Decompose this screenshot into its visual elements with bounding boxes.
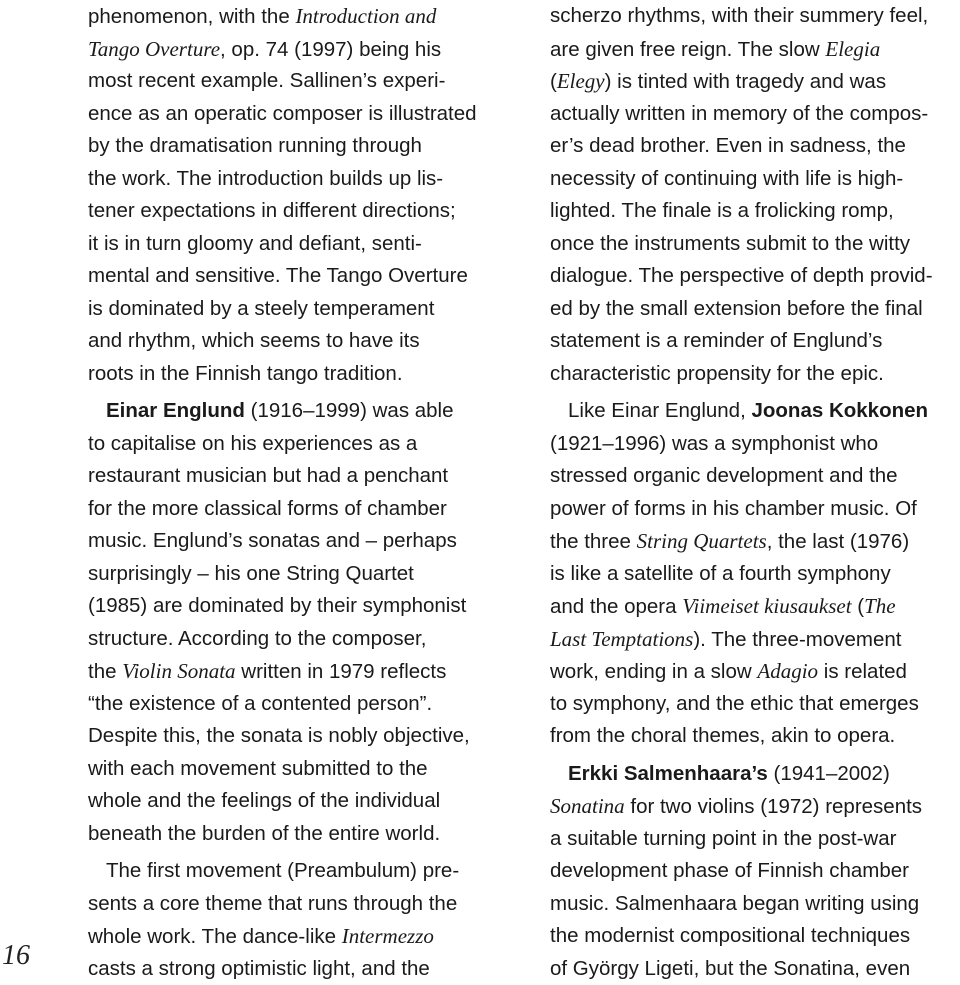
text-line	[550, 623, 958, 656]
text-line	[88, 558, 500, 591]
text-run: the three	[550, 530, 637, 553]
text-line	[88, 720, 500, 753]
text-run: whole and the feelings of the individual	[88, 789, 440, 812]
text-line	[88, 130, 500, 163]
text-run: The first movement (Preambulum) pre-	[106, 859, 459, 882]
text-run: tener expectations in different directions;	[88, 199, 456, 222]
text-line	[88, 623, 500, 656]
page-number: 16	[2, 938, 30, 974]
text-line	[88, 428, 500, 461]
italic-text: String Quartets	[637, 529, 767, 553]
text-run: to capitalise on his experiences as a	[88, 432, 417, 455]
italic-text: Adagio	[757, 659, 818, 683]
text-run: music. Englund’s sonatas and – perhaps	[88, 529, 457, 552]
text-run: whole work. The dance-like	[88, 925, 342, 948]
text-run: characteristic propensity for the epic.	[550, 362, 884, 385]
text-line	[550, 855, 958, 888]
text-line	[550, 228, 958, 261]
text-run: er’s dead brother. Even in sadness, the	[550, 134, 906, 157]
text-run: to symphony, and the ethic that emerges	[550, 692, 919, 715]
text-line	[550, 293, 958, 326]
bold-name: Einar Englund	[106, 399, 245, 422]
text-run: with each movement submitted to the	[88, 757, 428, 780]
italic-text: Tango Overture	[88, 37, 220, 61]
text-line	[550, 460, 958, 493]
text-line	[550, 325, 958, 358]
text-run: music. Salmenhaara began writing using	[550, 892, 919, 915]
text-line	[550, 758, 958, 791]
text-run: are given free reign. The slow	[550, 38, 825, 61]
text-line	[88, 920, 500, 953]
text-run: casts a strong optimistic light, and the	[88, 957, 430, 980]
text-line	[88, 163, 500, 196]
italic-text: The	[864, 594, 896, 618]
text-run: , op. 74 (1997) being his	[220, 38, 441, 61]
text-line	[88, 818, 500, 851]
italic-text: Intermezzo	[342, 924, 434, 948]
text-line	[88, 260, 500, 293]
text-line	[550, 493, 958, 526]
text-run: ). The three-movement	[693, 628, 901, 651]
text-run: is dominated by a steely temperament	[88, 297, 434, 320]
text-run: necessity of continuing with life is high-	[550, 167, 903, 190]
text-line	[88, 395, 500, 428]
text-line	[88, 493, 500, 526]
text-line	[550, 130, 958, 163]
text-line	[88, 195, 500, 228]
text-run: scherzo rhythms, with their summery feel,	[550, 4, 928, 27]
text-run: for two violins (1972) represents	[625, 795, 922, 818]
text-run: it is in turn gloomy and defiant, senti-	[88, 232, 422, 255]
left-text-column	[88, 0, 500, 985]
italic-text: Introduction and	[295, 4, 436, 28]
text-line	[550, 260, 958, 293]
text-line	[550, 525, 958, 558]
text-line	[550, 33, 958, 66]
text-line	[550, 358, 958, 391]
italic-text: Sonatina	[550, 794, 625, 818]
text-run: most recent example. Sallinen’s experi-	[88, 69, 445, 92]
text-run: surprisingly – his one String Quartet	[88, 562, 414, 585]
text-line	[88, 590, 500, 623]
text-run: stressed organic development and the	[550, 464, 898, 487]
text-line	[550, 195, 958, 228]
italic-text: Violin Sonata	[122, 659, 235, 683]
text-line	[550, 590, 958, 623]
text-run: and the opera	[550, 595, 682, 618]
text-line	[88, 525, 500, 558]
right-text-column	[550, 0, 958, 985]
text-line	[550, 953, 958, 985]
text-line	[550, 65, 958, 98]
text-run: is related	[818, 660, 907, 683]
text-run: dialogue. The perspective of depth provid-	[550, 264, 933, 287]
text-run: lighted. The finale is a frolicking romp,	[550, 199, 894, 222]
italic-text: Last Temptations	[550, 627, 693, 651]
text-run: development phase of Finnish chamber	[550, 859, 909, 882]
text-line	[88, 460, 500, 493]
text-line	[550, 655, 958, 688]
text-run: from the choral themes, akin to opera.	[550, 724, 895, 747]
text-run: by the dramatisation running through	[88, 134, 422, 157]
text-run: once the instruments submit to the witty	[550, 232, 910, 255]
text-line	[550, 688, 958, 721]
text-run: ) is tinted with tragedy and was	[605, 70, 886, 93]
italic-text: Elegia	[825, 37, 880, 61]
text-run: structure. According to the composer,	[88, 627, 426, 650]
text-run: sents a core theme that runs through the	[88, 892, 457, 915]
text-run: ence as an operatic composer is illustrated	[88, 102, 477, 125]
bold-name: Joonas Kokkonen	[751, 399, 928, 422]
text-run: is like a satellite of a fourth symphony	[550, 562, 891, 585]
text-line	[88, 753, 500, 786]
text-run: (1916–1999) was able	[245, 399, 454, 422]
text-line	[550, 98, 958, 131]
text-run: restaurant musician but had a penchant	[88, 464, 448, 487]
text-line	[88, 325, 500, 358]
text-run: the modernist compositional techniques	[550, 924, 910, 947]
text-line	[88, 688, 500, 721]
text-line	[88, 888, 500, 921]
text-line	[88, 785, 500, 818]
text-line	[88, 0, 500, 33]
text-run: power of forms in his chamber music. Of	[550, 497, 917, 520]
text-run: actually written in memory of the compos-	[550, 102, 928, 125]
italic-text: Elegy	[557, 69, 605, 93]
text-line	[550, 720, 958, 753]
text-line	[550, 395, 958, 428]
italic-text: Viimeiset kiusaukset	[682, 594, 851, 618]
text-run: ed by the small extension before the final	[550, 297, 923, 320]
text-run: (1921–1996) was a symphonist who	[550, 432, 878, 455]
text-run: (1941–2002)	[768, 762, 890, 785]
text-run: phenomenon, with the	[88, 5, 295, 28]
text-run: mental and sensitive. The Tango Overture	[88, 264, 468, 287]
text-run: (1985) are dominated by their symphonist	[88, 594, 466, 617]
text-run: written in 1979 reflects	[236, 660, 447, 683]
text-line	[88, 98, 500, 131]
text-run: the	[88, 660, 122, 683]
text-run: the work. The introduction builds up lis-	[88, 167, 443, 190]
text-run: (	[550, 70, 557, 93]
text-line	[550, 920, 958, 953]
text-run: statement is a reminder of Englund’s	[550, 329, 882, 352]
text-run: a suitable turning point in the post-war	[550, 827, 896, 850]
text-line	[550, 790, 958, 823]
text-run: , the last (1976)	[767, 530, 909, 553]
text-line	[550, 823, 958, 856]
text-line	[88, 228, 500, 261]
text-run: (	[852, 595, 865, 618]
text-line	[88, 855, 500, 888]
text-run: for the more classical forms of chamber	[88, 497, 447, 520]
text-line	[88, 33, 500, 66]
text-line	[550, 888, 958, 921]
text-line	[550, 163, 958, 196]
text-line	[550, 558, 958, 591]
text-line	[88, 953, 500, 985]
text-run: beneath the burden of the entire world.	[88, 822, 440, 845]
text-run: “the existence of a contented person”.	[88, 692, 432, 715]
text-run: of György Ligeti, but the Sonatina, even	[550, 957, 910, 980]
text-run: Despite this, the sonata is nobly objective,	[88, 724, 470, 747]
text-run: work, ending in a slow	[550, 660, 757, 683]
text-line	[88, 655, 500, 688]
text-run: Like Einar Englund,	[568, 399, 751, 422]
bold-name: Erkki Salmenhaara’s	[568, 762, 768, 785]
text-run: roots in the Finnish tango tradition.	[88, 362, 403, 385]
text-line	[88, 358, 500, 391]
text-line	[550, 0, 958, 33]
text-run: and rhythm, which seems to have its	[88, 329, 420, 352]
text-line	[550, 428, 958, 461]
text-line	[88, 65, 500, 98]
text-line	[88, 293, 500, 326]
